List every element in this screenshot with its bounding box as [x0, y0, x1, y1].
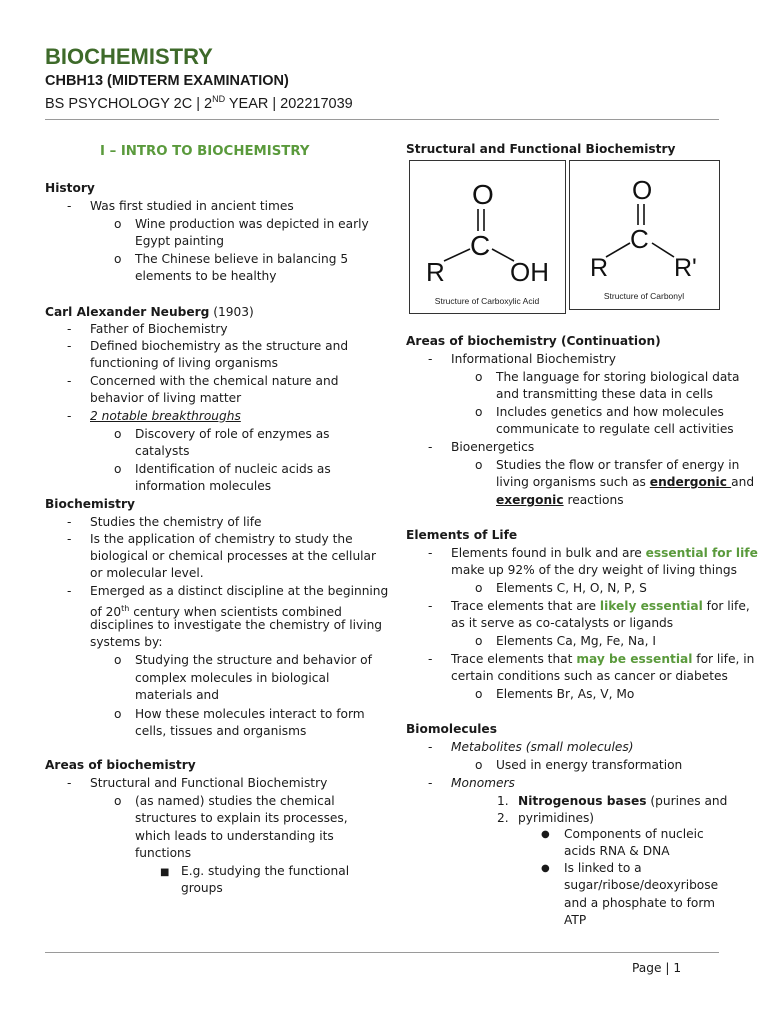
group-r-prime: R' [674, 254, 697, 282]
atom-carbon: C [470, 230, 491, 261]
atom-carbon: C [630, 224, 649, 254]
document-header [45, 44, 353, 113]
carboxylic-acid-structure [410, 161, 565, 313]
atom-oxygen: O [632, 175, 653, 205]
group-r: R [590, 254, 609, 282]
document-title: BIOCHEMISTRY [45, 44, 213, 69]
sfb-heading: Structural and Functional Biochemistry [406, 142, 676, 156]
header-divider [45, 119, 719, 120]
section-title: I – INTRO TO BIOCHEMISTRY [100, 144, 310, 159]
carbonyl-figure [569, 160, 720, 310]
elements-heading: Elements of Life [406, 528, 518, 542]
group-oh: OH [510, 257, 549, 287]
figure-caption: Structure of Carboxylic Acid [434, 296, 540, 306]
footer-divider [45, 952, 719, 953]
atom-oxygen: O [472, 179, 494, 210]
page-number: Page | 1 [632, 961, 682, 975]
carbonyl-structure [570, 161, 719, 309]
list-item: Was first studied in ancient times [90, 199, 294, 213]
course-code: CHBH13 (MIDTERM EXAMINATION) [45, 73, 289, 89]
history-heading: History [45, 181, 95, 195]
group-r: R [426, 257, 445, 287]
figure-caption: Structure of Carbonyl [603, 291, 685, 301]
biochemistry-heading: Biochemistry [45, 497, 135, 511]
areas-cont-heading: Areas of biochemistry (Continuation) [406, 334, 661, 348]
biomolecules-heading: Biomolecules [406, 722, 497, 736]
areas-heading: Areas of biochemistry [45, 758, 196, 772]
carboxylic-acid-figure [409, 160, 566, 314]
student-info: BS PSYCHOLOGY 2C | 2ND YEAR | 202217039 [45, 94, 353, 112]
neuberg-heading: Carl Alexander Neuberg (1903) [45, 305, 254, 319]
